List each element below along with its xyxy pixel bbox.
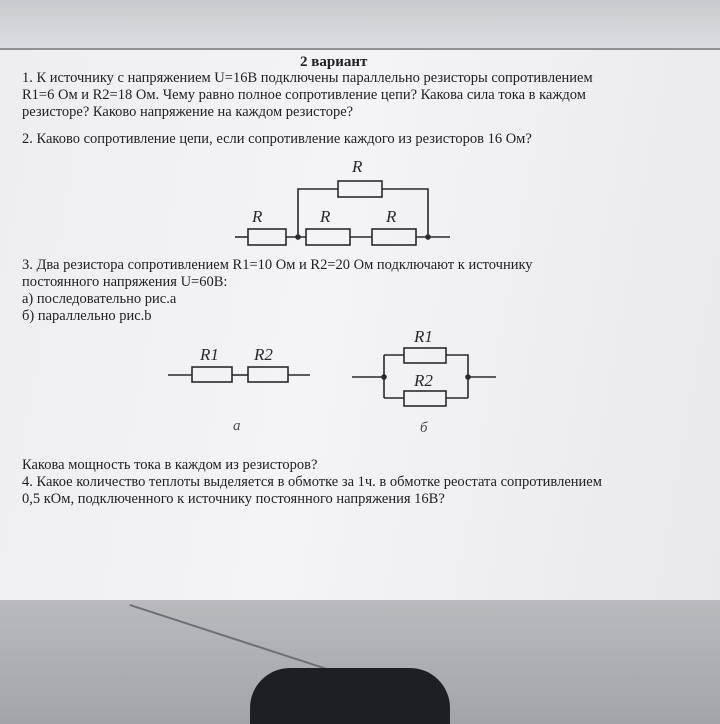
circuit-b-node-right [466,375,470,379]
circuit-1-resistor-3 [372,229,416,245]
task-4-line-1: Какова мощность тока в каждом из резисторов? [22,457,318,473]
circuit-b-node-left [382,375,386,379]
circuit-1-resistor-2 [306,229,350,245]
task-1-line-1: 1. К источнику с напряжением U=16В подключены параллельно резисторы сопротивлением [22,70,593,86]
task-3-line-2: постоянного напряжения U=60В: [22,274,228,290]
task-1-line-3: резисторе? Каково напряжение на каждом резисторе? [22,104,354,120]
circuit-1-resistor-top [338,181,382,197]
circuit-a [168,367,310,382]
circuit-b-caption: б [420,420,428,436]
circuit-a-resistor-r1 [192,367,232,382]
task-3-line-4: б) параллельно рис.b [22,308,152,324]
circuit-1-resistor-1 [248,229,286,245]
circuit-1-node-right [426,235,430,239]
variant-title: 2 вариант [300,54,368,70]
task-3-line-3: а) последовательно рис.а [22,291,177,307]
circuit-a-label-r1: R1 [200,345,219,364]
task-4-line-2: 4. Какое количество теплоты выделяется в обмотке за 1ч. в обмотке реостата сопротивлением [22,474,602,490]
circuit-b-resistor-r1 [404,348,446,363]
circuit-1-label-3: R [386,207,397,226]
circuit-a-caption: а [233,418,241,434]
circuit-1-label-2: R [320,207,331,226]
circuit-1-label-top: R [352,157,363,176]
circuit-b-label-r2: R2 [414,371,433,390]
circuit-a-resistor-r2 [248,367,288,382]
circuit-a-label-r2: R2 [254,345,273,364]
circuit-b-resistor-r2 [404,391,446,406]
task-1-line-2: R1=6 Ом и R2=18 Ом. Чему равно полное сопротивление цепи? Какова сила тока в каждом [22,87,586,103]
circuit-1 [235,181,450,245]
circuit-1-label-1: R [252,207,263,226]
task-2: 2. Каково сопротивление цепи, если сопротивление каждого из резисторов 16 Ом? [22,131,532,147]
circuit-b-label-r1: R1 [414,327,433,346]
task-4-line-3: 0,5 кОм, подключенного к источнику постоянного напряжения 16В? [22,491,445,507]
task-3-line-1: 3. Два резистора сопротивлением R1=10 Ом и R2=20 Ом подключают к источнику [22,257,533,273]
circuit-1-node-left [296,235,300,239]
